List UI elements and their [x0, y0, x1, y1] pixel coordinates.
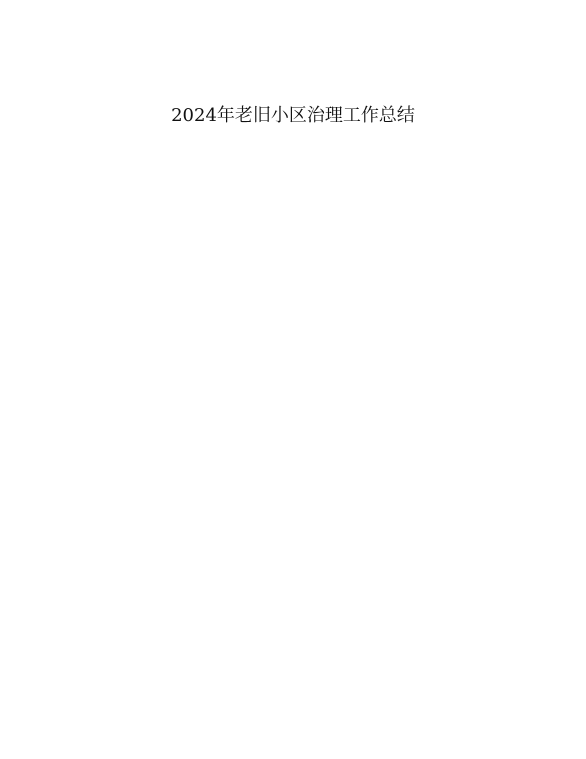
- document-title: 2024年老旧小区治理工作总结: [171, 105, 415, 126]
